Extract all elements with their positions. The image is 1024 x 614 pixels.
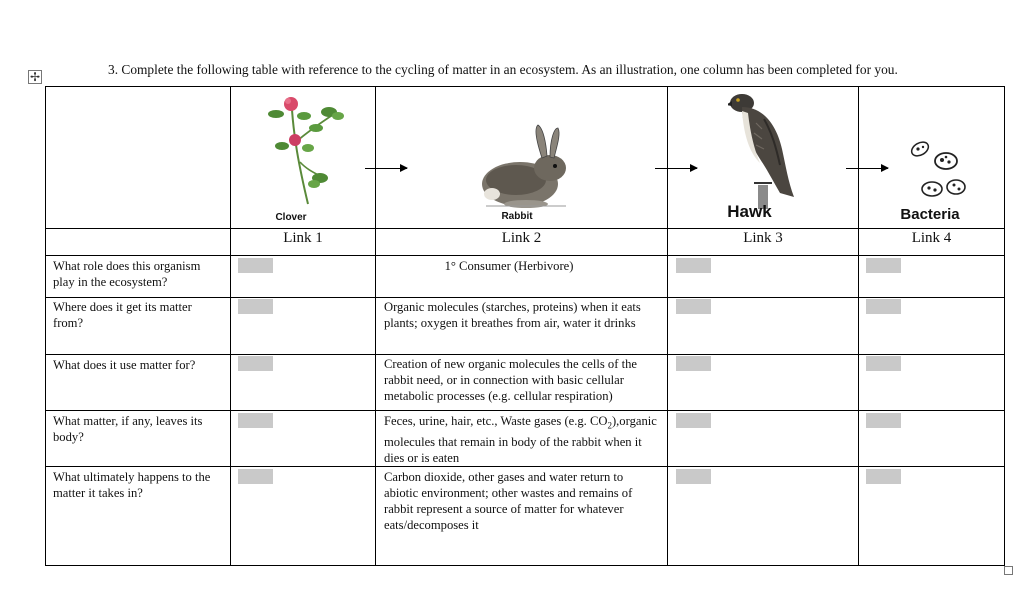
rabbit-answer-matter-fate: Carbon dioxide, other gases and water return to abiotic environment; other wastes and remains of rabbit represent a source of matter for whatever eats/decomposes it <box>384 470 633 532</box>
table-row-divider <box>45 410 1005 411</box>
table-border-top <box>45 86 1005 87</box>
hawk-icon <box>728 89 800 209</box>
question-role: What role does this organism play in the ecosystem? <box>53 259 201 289</box>
arrow-right-icon <box>846 168 888 169</box>
answer-placeholder-field[interactable] <box>676 469 711 484</box>
rabbit-answer-matter-leaving: Feces, urine, hair, etc., Waste gases (e.g. $CO_2),organic$ molecules that remain in body of the rabbit when it dies or is eaten <box>384 414 657 465</box>
arrow-right-icon <box>365 168 407 169</box>
rabbit-answer-role: 1° Consumer (Herbivore) <box>444 259 574 273</box>
table-column-divider <box>230 86 231 566</box>
clover-flower-icon <box>262 92 352 212</box>
organism-label-clover: Clover <box>275 212 307 223</box>
link-label-3: Link 3 <box>743 230 783 246</box>
bacteria-icon <box>904 137 970 203</box>
instruction-text: 3. Complete the following table with reference to the cycling of matter in an ecosystem. As an illustration, one column has been completed for you. <box>108 62 898 77</box>
table-border-bottom <box>45 565 1005 566</box>
question-matter-use: What does it use matter for? <box>53 358 196 372</box>
answer-placeholder-field[interactable] <box>238 413 273 428</box>
answer-placeholder-field[interactable] <box>238 356 273 371</box>
table-row-divider <box>45 297 1005 298</box>
table-column-divider <box>858 86 859 566</box>
answer-placeholder-field[interactable] <box>866 299 901 314</box>
link-label-4: Link 4 <box>911 230 952 246</box>
arrow-right-icon <box>655 168 697 169</box>
table-row-divider <box>45 354 1005 355</box>
organism-label-bacteria: Bacteria <box>900 206 960 223</box>
answer-placeholder-field[interactable] <box>238 258 273 273</box>
table-border-left <box>45 86 46 566</box>
answer-placeholder-field[interactable] <box>866 258 901 273</box>
answer-placeholder-field[interactable] <box>866 469 901 484</box>
rabbit-answer-matter-use: Creation of new organic molecules the cells of the rabbit need, or in connection with basic cellular metabolic processes (e.g. cellular respiration) <box>384 357 637 403</box>
table-column-divider <box>667 86 668 566</box>
table-row-divider <box>45 255 1005 256</box>
rabbit-icon <box>476 122 576 210</box>
link-label-1: Link 1 <box>283 230 323 246</box>
rabbit-answer-matter-source: Organic molecules (starches, proteins) when it eats plants; oxygen it breathes from air, water it drinks <box>384 300 641 330</box>
question-matter-leaving: What matter, if any, leaves its body? <box>53 414 203 444</box>
table-row-divider <box>45 228 1005 229</box>
question-matter-source: Where does it get its matter from? <box>53 300 192 330</box>
table-resize-handle[interactable] <box>1004 566 1013 575</box>
answer-placeholder-field[interactable] <box>866 356 901 371</box>
organism-label-hawk: Hawk <box>727 202 772 221</box>
answer-placeholder-field[interactable] <box>676 356 711 371</box>
organism-label-rabbit: Rabbit <box>501 211 533 222</box>
question-matter-fate: What ultimately happens to the matter it takes in? <box>53 470 211 500</box>
table-move-handle[interactable]: ✢ <box>29 70 41 84</box>
link-label-2: Link 2 <box>501 230 542 246</box>
answer-placeholder-field[interactable] <box>866 413 901 428</box>
table-column-divider <box>375 86 376 566</box>
answer-placeholder-field[interactable] <box>676 299 711 314</box>
answer-placeholder-field[interactable] <box>676 413 711 428</box>
table-border-right <box>1004 86 1005 566</box>
answer-placeholder-field[interactable] <box>238 469 273 484</box>
table-row-divider <box>45 466 1005 467</box>
answer-placeholder-field[interactable] <box>676 258 711 273</box>
answer-placeholder-field[interactable] <box>238 299 273 314</box>
